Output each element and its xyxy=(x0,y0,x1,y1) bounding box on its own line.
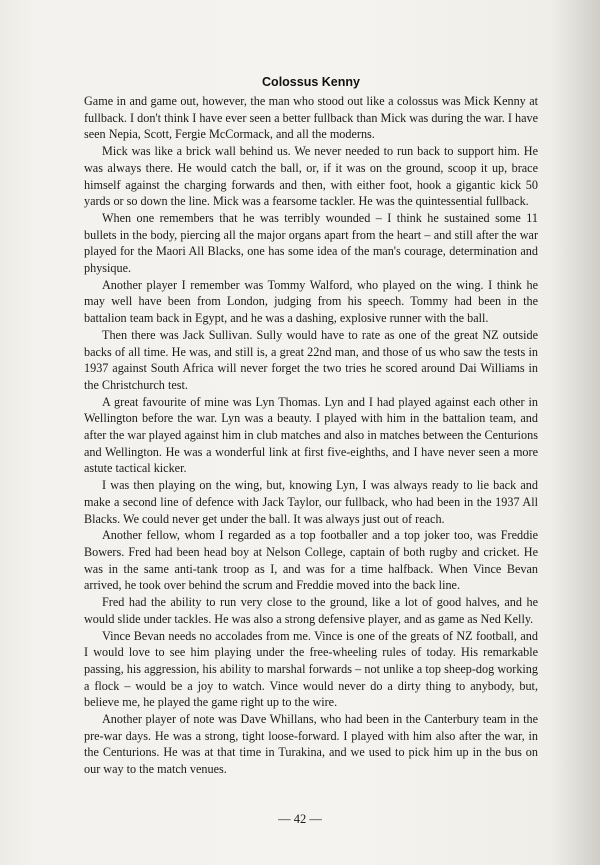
paragraph-7: I was then playing on the wing, but, knowing Lyn, I was always ready to lie back and make a second line of defence with Jack Taylor, our fullback, who had been in the 1937 All Blacks. We could never get under the ball. It was always just out of reach. xyxy=(84,478,538,526)
page-number: — 42 — xyxy=(278,812,322,826)
paragraph-4: Another player I remember was Tommy Walford, who played on the wing. I think he may well have been from London, judging from his speech. Tommy had been in the battalion team back in Egypt, and he was a dashing, explosive runner with the ball. xyxy=(84,277,538,326)
paragraph-1: Game in and game out, however, the man who stood out like a colossus was Mick Kenny at fullback. I don't think I have ever seen a better fullback than Mick was during the war. I have seen Nepia, Scott, Fergie McCormack, and all the moderns. xyxy=(84,94,538,142)
paragraph-10: Vince Bevan needs no accolades from me. Vince is one of the greats of NZ football, and I would love to see him playing under the free-wheeling rules of today. His remarkable passing, his aggression, his ability to marshal forwards – not unlike a top sheep-dog working a flock – would be a joy to watch. Vince would never do a dirty thing to anybody, but, believe me, he played the game right up to the wire. xyxy=(84,628,538,710)
paragraph-2: Mick was like a brick wall behind us. We never needed to run back to support him. He was always there. He would catch the ball, or, if it was on the ground, scoop it up, brace himself against the charging forwards and then, with either foot, hook a gigantic kick 50 yards or so down the line. Mick was a fearsome tackler. He was the quintessential fullback. xyxy=(84,144,538,209)
section-heading: Colossus Kenny xyxy=(262,75,360,89)
paragraph-11: Another player of note was Dave Whillans, who had been in the Canterbury team in the pre-war days. He was a strong, tight loose-forward. I played with him also after the war, in the Centurions. He was at that time in Turakina, and we used to pick him up in the bus on our way to the match venues. xyxy=(84,712,538,777)
paragraph-9: Fred had the ability to run very close to the ground, like a lot of good halves, and he would slide under tackles. He was also a strong defensive player, and as game as Ned Kelly. xyxy=(84,595,538,626)
paragraph-5: Then there was Jack Sullivan. Sully would have to rate as one of the great NZ outside backs of all time. He was, and still is, a great 22nd man, and those of us who saw the tests in 1937 against South Africa will never forget the two tries he scored around Dai Williams in the Christchurch test. xyxy=(84,327,538,392)
paragraph-3: When one remembers that he was terribly wounded – I think he sustained some 11 bullets in the body, piercing all the major organs apart from the heart – and still after the war played for the Maori All Blacks, one has some idea of the man's courage, determination and physique. xyxy=(84,210,538,276)
paragraph-6: A great favourite of mine was Lyn Thomas. Lyn and I had played against each other in Wellington before the war. Lyn was a beauty. I played with him in the battalion team, and after the war played against him in club matches and also in matches between the Centurions and Wellington. He was a wonderful link at first five-eighths, and I have never seen a more astute tactical kicker. xyxy=(84,394,538,476)
page-body xyxy=(84,74,538,778)
paragraph-8: Another fellow, whom I regarded as a top footballer and a top joker too, was Freddie Bowers. Fred had been head boy at Nelson College, captain of both rugby and cricket. He was in the same anti-tank troop as I, and was for a time halfback. When Vince Bevan arrived, he took over behind the scrum and Freddie moved into the back line. xyxy=(84,528,538,593)
